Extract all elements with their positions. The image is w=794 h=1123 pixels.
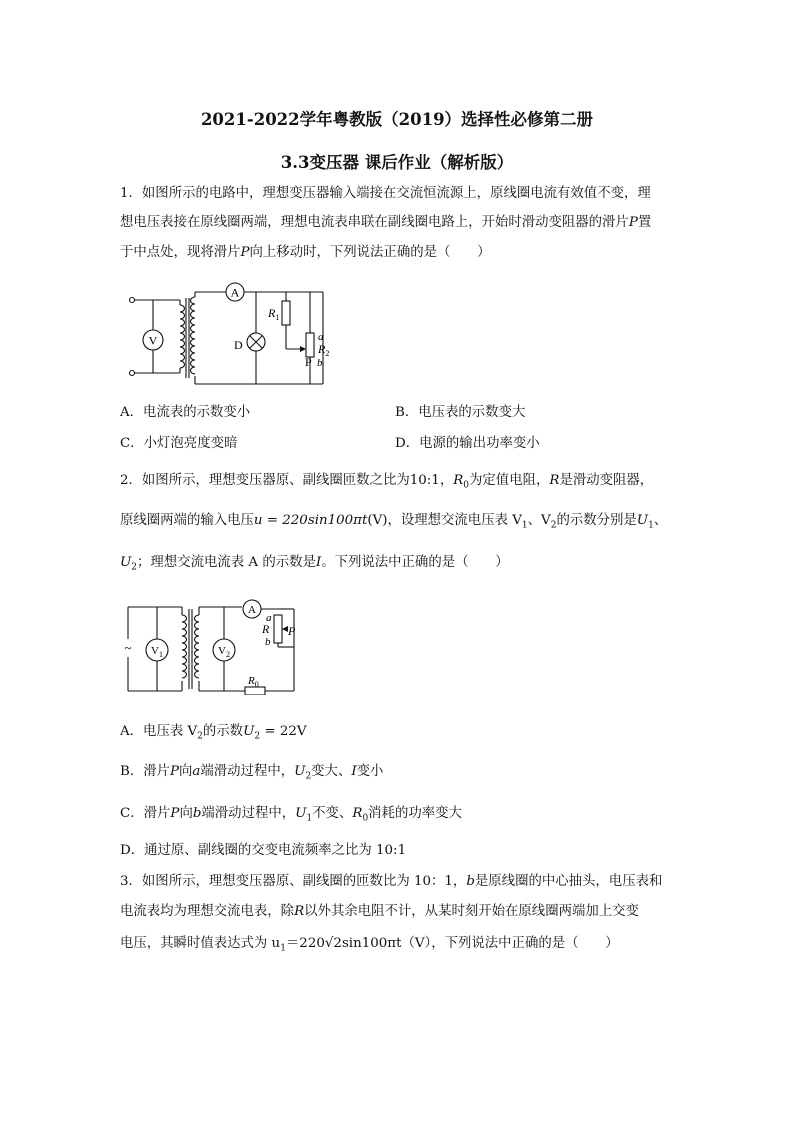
q1-a-label: a (318, 331, 324, 343)
q2-a-label: a (266, 612, 272, 624)
q1-p-label: P (305, 355, 312, 369)
q2-circuit-figure (120, 595, 300, 695)
q3-stem-line3: 电压，其瞬时值表达式为 $u_1=220√2\sin 100\pi t(V)$，下列说法中正确的是（ ） (120, 936, 619, 954)
q2-ac-source-label: ~ (124, 640, 132, 655)
page-subtitle: 3.3变压器 课后作业（解析版） (280, 153, 514, 172)
q3-stem-line2: 电流表均为理想交流电表，除R以外其余电阻不计，从某时刻开始在原线圈两端加上交变 (120, 904, 639, 919)
q1-option-b[interactable]: B．电压表的示数变大 (395, 405, 526, 420)
q2-ammeter-label: A (248, 604, 256, 616)
q1-stem-line2: 想电压表接在原线圈两端，理想电流表串联在副线圈电路上，开始时滑动变阻器的滑片P置 (120, 215, 652, 230)
q1-b-label: b (317, 357, 323, 369)
q1-voltmeter-label: V (148, 333, 158, 348)
q2-v2-label: $V_2$ (218, 645, 230, 659)
q2-option-d[interactable]: D．通过原、副线圈的交变电流频率之比为 10:1 (120, 843, 407, 858)
q1-r2-label: $R_2$ (318, 342, 330, 358)
q2-r0-label: $R_0$ (248, 675, 259, 689)
q2-stem-line2: 原线圈两端的输入电压u = 220sin100πt(V)，设理想交流电压表 $V_1$、$V_2$的示数分别是$U_1$、 (120, 513, 668, 531)
q1-stem-line3: 于中点处，现将滑片P向上移动时，下列说法正确的是（ ） (120, 245, 491, 260)
q2-option-b[interactable]: B．滑片P向a端滑动过程中，$U_2$变大、I变小 (120, 764, 384, 782)
q1-option-d[interactable]: D．电源的输出功率变小 (395, 436, 540, 451)
q1-lamp-label: D (234, 338, 243, 352)
q1-ammeter-label: A (230, 285, 240, 300)
q2-stem-line1: 2．如图所示，理想变压器原、副线圈匝数之比为10:1，$R_0$为定值电阻，R是滑动变阻器， (120, 473, 654, 491)
q1-slider-arrow (300, 346, 306, 352)
q1-stem-line1: 1．如图所示的电路中，理想变压器输入端接在交流恒流源上，原线圈电流有效值不变，理 (120, 186, 651, 201)
q2-stem-line3: $U_2$；理想交流电流表 A 的示数是I。下列说法中正确的是（ ） (120, 555, 509, 573)
q1-r1-label: $R_1$ (268, 306, 280, 322)
q1-option-a[interactable]: A．电流表的示数变小 (120, 405, 251, 420)
page-title: 2021-2022学年粤教版（2019）选择性必修第二册 (200, 110, 594, 129)
q1-option-c[interactable]: C．小灯泡亮度变暗 (120, 436, 238, 451)
q2-option-c[interactable]: C．滑片P向b端滑动过程中，$U_1$不变、$R_0$消耗的功率变大 (120, 806, 462, 824)
q3-stem-line1: 3．如图所示，理想变压器原、副线圈的匝数比为 10：1，b是原线圈的中心抽头，电压表和 (120, 874, 663, 889)
q2-b-label: b (265, 636, 271, 648)
q2-option-a[interactable]: A．电压表 $V_2$的示数$U_2 = 22V$ (120, 724, 307, 742)
q2-r-label: R (262, 622, 270, 636)
q2-v1-label: $V_1$ (151, 645, 163, 659)
q1-circuit-figure (120, 280, 340, 392)
q2-p-label: P (288, 624, 296, 638)
